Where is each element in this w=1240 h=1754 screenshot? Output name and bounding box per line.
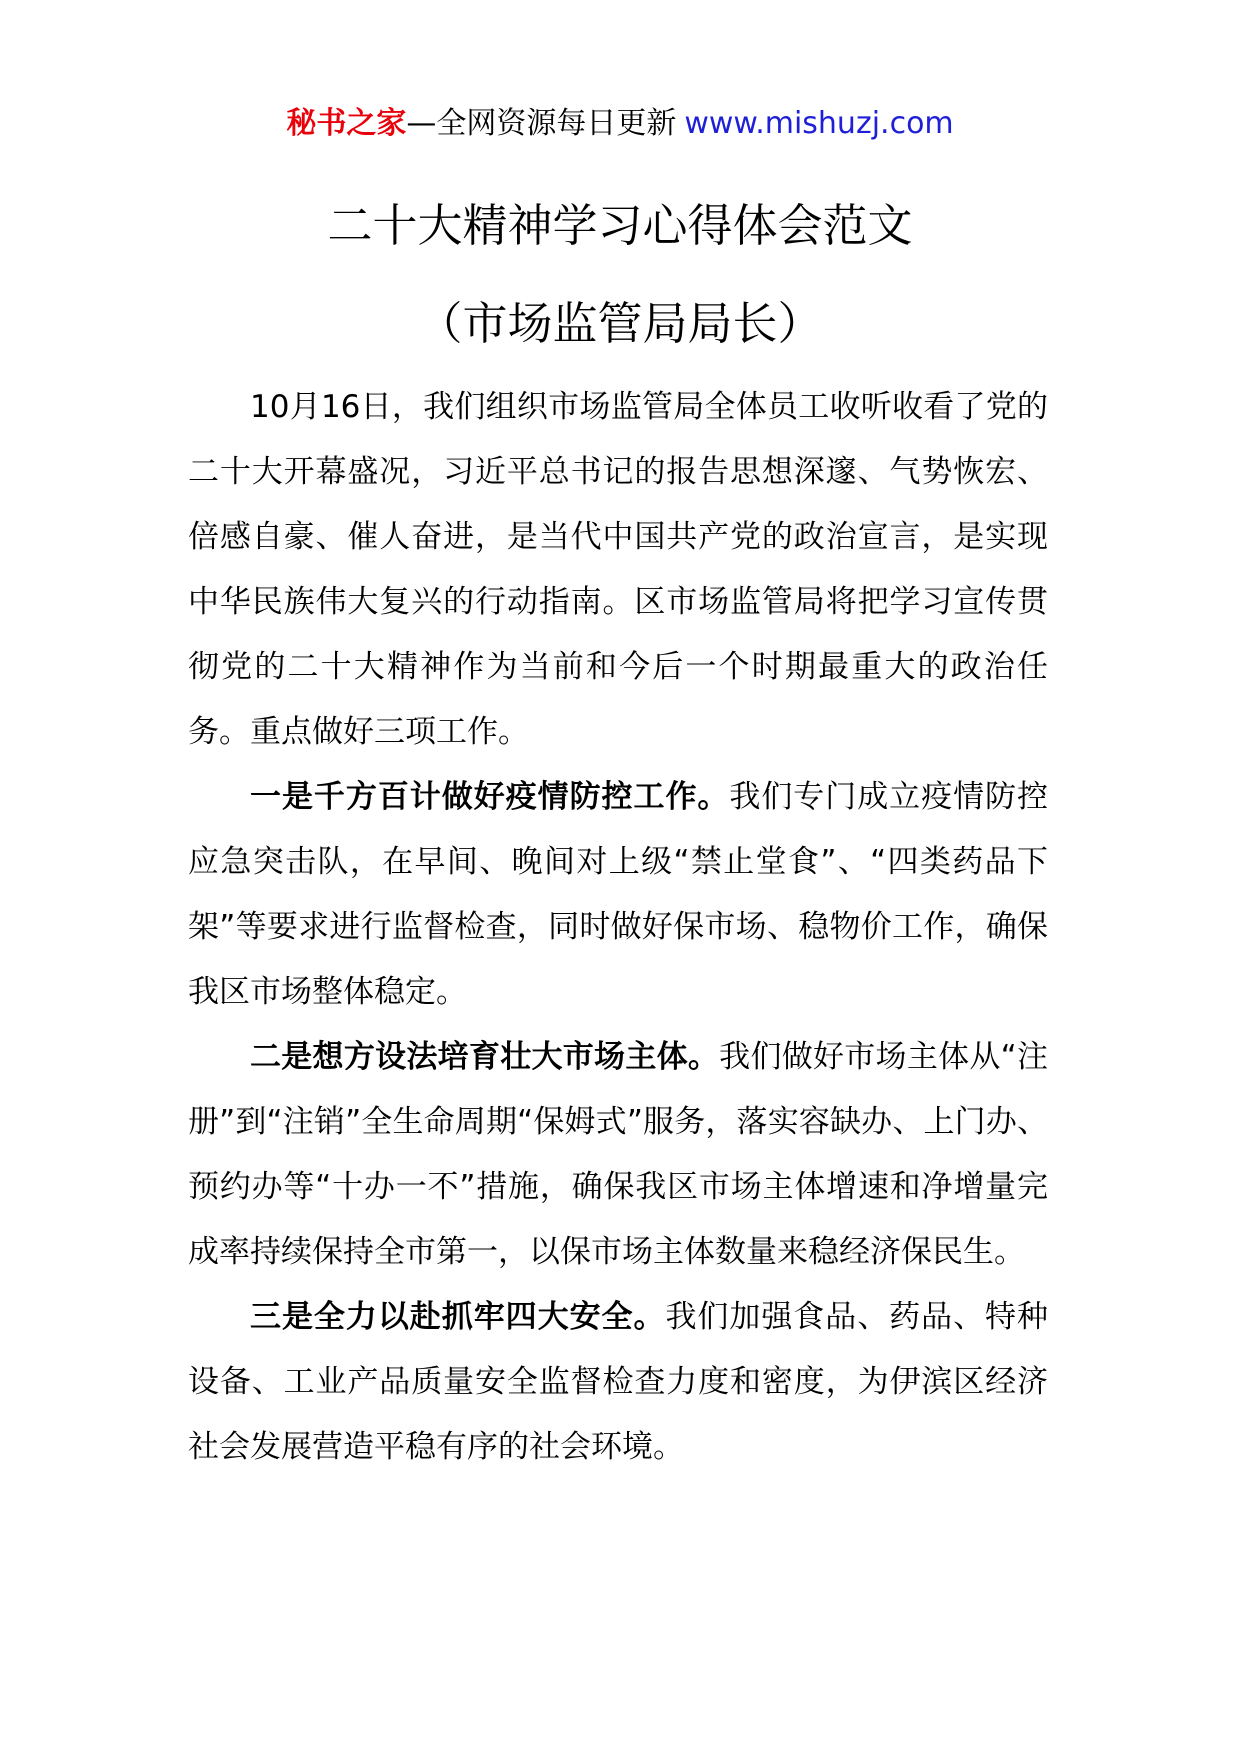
brand-name: 秘书之家 bbox=[286, 106, 407, 141]
paragraph-text: 我们专门成立疫情防控应急突击队，在早间、晚间对上级“禁止堂食”、“四类药品下架”等要求进行监督检查，同时做好保市场、稳物价工作，确保我区市场整体稳定。 bbox=[188, 779, 1048, 1010]
paragraph-lead: 三是全力以赴抓牢四大安全。 bbox=[250, 1299, 666, 1335]
document-title: 二十大精神学习心得体会范文 bbox=[327, 199, 913, 252]
paragraph-text: 我们做好市场主体从“注册”到“注销”全生命周期“保姆式”服务，落实容缺办、上门办、预约办等“十办一不”措施，确保我区市场主体增速和净增量完成率持续保持全市第一，以保市场主体数量来稳经济保民生。 bbox=[188, 1039, 1049, 1270]
header-tagline: —全网资源每日更新 bbox=[406, 106, 677, 141]
paragraph-point-3 bbox=[188, 1285, 1048, 1480]
paragraph-point-2 bbox=[188, 1025, 1048, 1285]
paragraph-lead: 二是想方设法培育壮大市场主体。 bbox=[250, 1039, 720, 1075]
paragraph-text: 10月16日，我们组织市场监管局全体员工收听收看了党的二十大开幕盛况，习近平总书记的报告思想深邃、气势恢宏、倍感自豪、催人奋进，是当代中国共产党的政治宣言，是实现中华民族伟大复兴的行动指南。区市场监管局将把学习宣传贯彻党的二十大精神作为当前和今后一个时期最重大的政治任务。重点做好三项工作。 bbox=[188, 389, 1048, 750]
paragraph-lead: 一是千方百计做好疫情防控工作。 bbox=[250, 779, 730, 815]
document-body bbox=[188, 375, 1048, 1480]
site-url-link[interactable]: www.mishuzj.com bbox=[684, 106, 954, 141]
paragraph-point-1 bbox=[188, 765, 1048, 1025]
paragraph-text: 我们加强食品、药品、特种设备、工业产品质量安全监督检查力度和密度，为伊滨区经济社会发展营造平稳有序的社会环境。 bbox=[188, 1299, 1049, 1465]
paragraph-intro bbox=[188, 375, 1048, 765]
document-subtitle: （市场监管局局长） bbox=[417, 297, 823, 350]
site-header bbox=[0, 104, 1240, 144]
